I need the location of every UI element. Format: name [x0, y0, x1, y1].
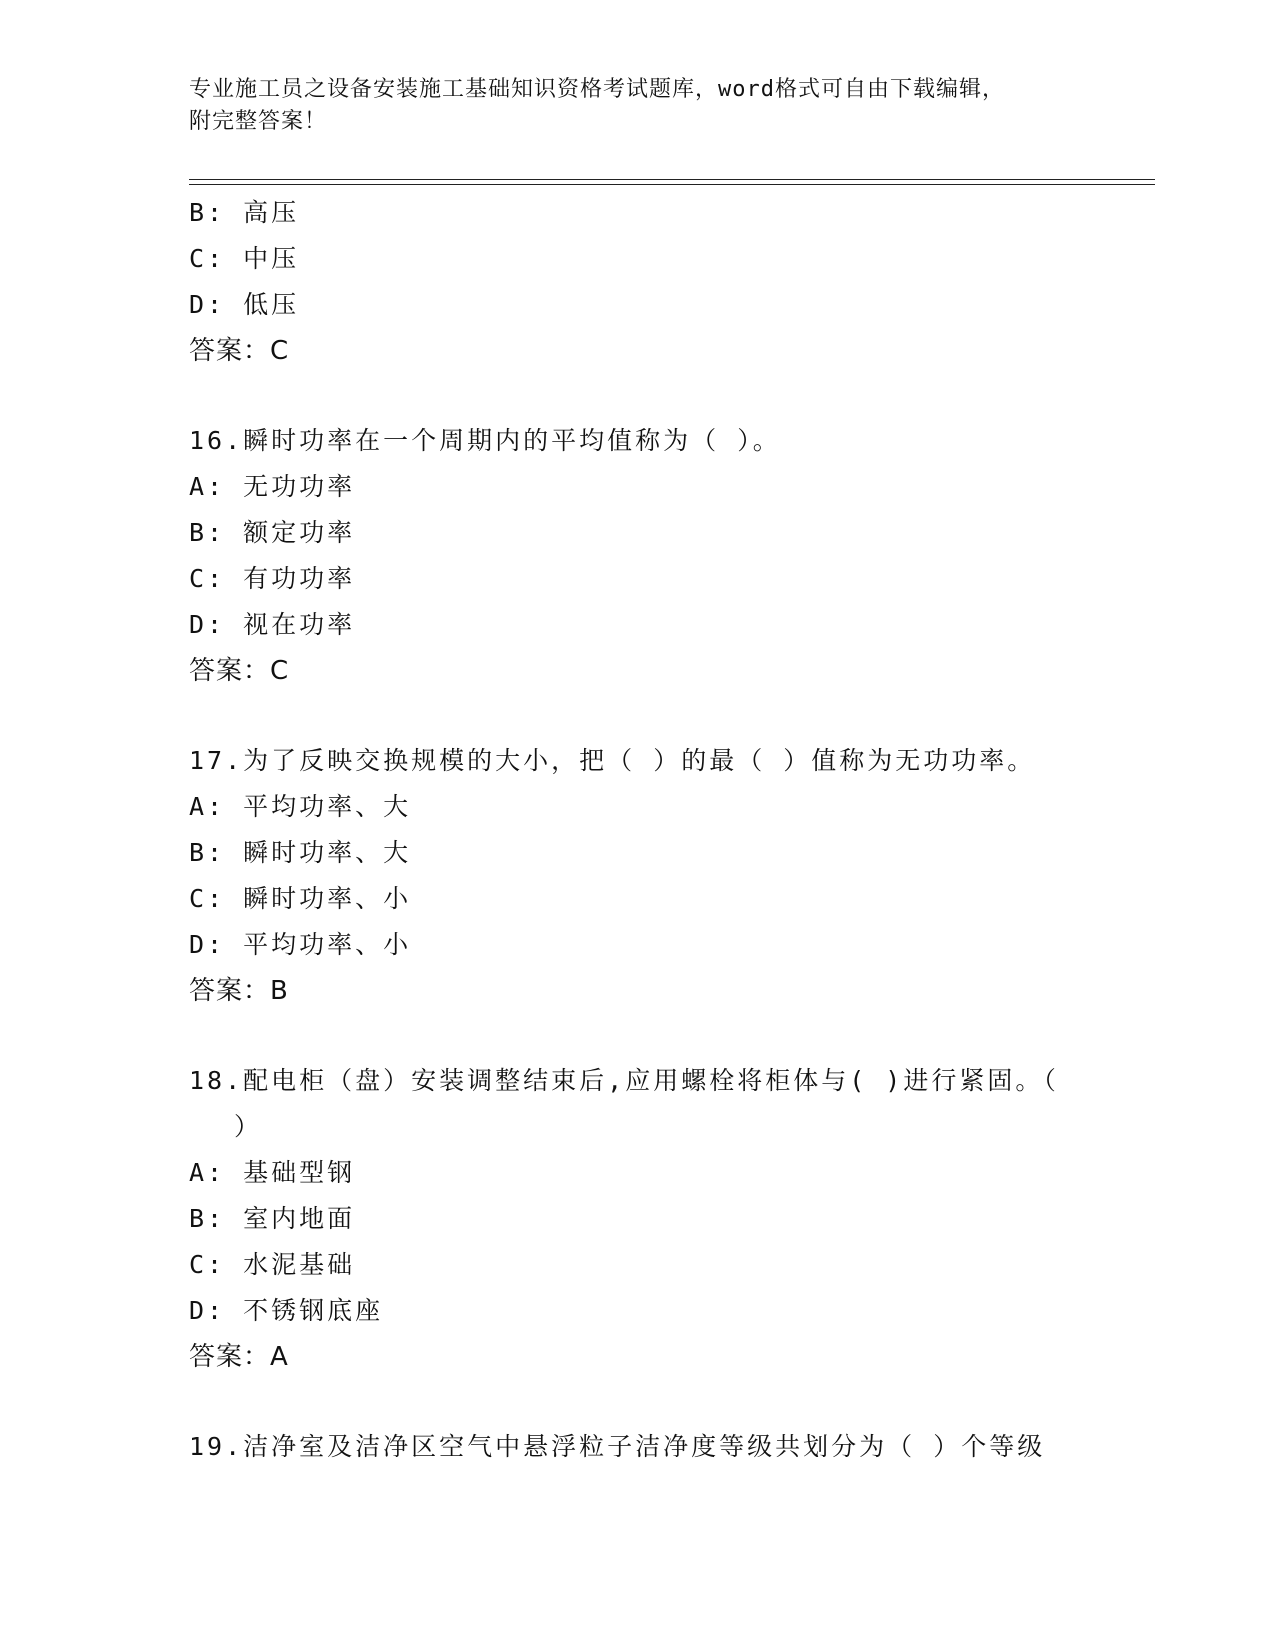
spacer	[189, 694, 1089, 738]
header-divider-top	[189, 179, 1155, 180]
question-block-16	[189, 418, 1089, 694]
question-block-17	[189, 738, 1089, 1014]
question-stem: 18.配电柜（盘）安装调整结束后,应用螺栓将柜体与( )进行紧固。（	[189, 1066, 1059, 1095]
document-header	[189, 74, 1089, 138]
option-a: A: 无功功率	[189, 472, 356, 501]
header-line-1: 专业施工员之设备安装施工基础知识资格考试题库，word格式可自由下载编辑，	[189, 77, 1005, 102]
answer-line: 答案：A	[189, 1342, 289, 1372]
answer-line: 答案：B	[189, 976, 289, 1006]
option-a: A: 基础型钢	[189, 1158, 356, 1187]
question-block-prev	[189, 190, 1089, 374]
option-c: C: 瞬时功率、小	[189, 884, 412, 913]
option-c: C: 有功功率	[189, 564, 356, 593]
question-list	[189, 190, 1089, 1470]
option-c: C: 水泥基础	[189, 1250, 356, 1279]
option-d: D: 低压	[189, 290, 300, 319]
option-c: C: 中压	[189, 244, 300, 273]
spacer	[189, 1014, 1089, 1058]
option-b: B: 额定功率	[189, 518, 356, 547]
question-block-19	[189, 1424, 1089, 1470]
spacer	[189, 1380, 1089, 1424]
question-stem: 19.洁净室及洁净区空气中悬浮粒子洁净度等级共划分为（ ）个等级	[189, 1432, 1046, 1461]
option-d: D: 平均功率、小	[189, 930, 412, 959]
option-a: A: 平均功率、大	[189, 792, 412, 821]
question-block-18	[189, 1058, 1089, 1380]
header-divider-bottom	[189, 184, 1155, 185]
option-b: B: 室内地面	[189, 1204, 356, 1233]
spacer	[189, 374, 1089, 418]
question-stem: 16.瞬时功率在一个周期内的平均值称为（ ）。	[189, 426, 781, 455]
question-stem-continuation: ）	[234, 1112, 263, 1141]
answer-line: 答案：C	[189, 336, 290, 366]
header-line-2: 附完整答案！	[189, 109, 328, 134]
question-stem: 17.为了反映交换规模的大小，把（ ）的最（ ）值称为无功功率。	[189, 746, 1036, 775]
answer-line: 答案：C	[189, 656, 290, 686]
option-b: B: 高压	[189, 198, 300, 227]
option-d: D: 不锈钢底座	[189, 1296, 384, 1325]
option-b: B: 瞬时功率、大	[189, 838, 412, 867]
option-d: D: 视在功率	[189, 610, 356, 639]
